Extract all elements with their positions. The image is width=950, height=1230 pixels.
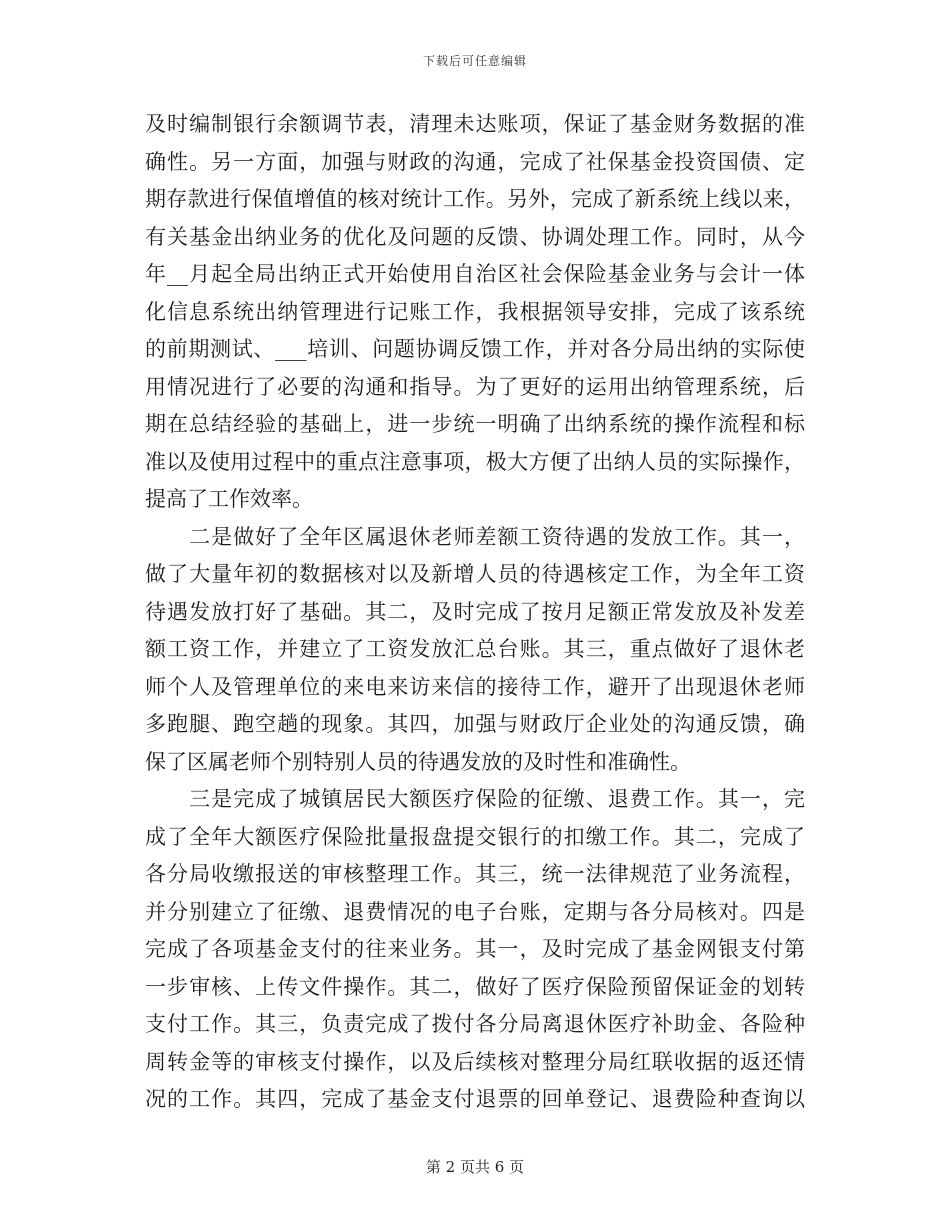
page-number-footer: 第 2 页共 6 页 <box>425 1158 525 1176</box>
text-line: 期在总结经验的基础上，进一步统一明确了出纳系统的操作流程和标 <box>145 412 805 436</box>
text-line: 做了大量年初的数据核对以及新增人员的待遇核定工作，为全年工资 <box>145 562 805 586</box>
text-line: 保了区属老师个别特别人员的待遇发放的及时性和准确性。 <box>145 749 691 774</box>
text-line: 用情况进行了必要的沟通和指导。为了更好的运用出纳管理系统，后 <box>145 374 805 399</box>
page-header: 下载后可任意编辑 <box>422 54 527 68</box>
text-line: 的前期测试、___培训、问题协调反馈工作，并对各分局出纳的实际使 <box>145 337 805 361</box>
text-line: 多跑腿、跑空趟的现象。其四，加强与财政厅企业处的沟通反馈，确 <box>145 712 805 736</box>
text-line: 提高了工作效率。 <box>145 487 313 511</box>
text-line: 况的工作。其四，完成了基金支付退票的回单登记、退费险种查询以 <box>145 1087 805 1111</box>
text-line: 额工资工作，并建立了工资发放汇总台账。其三，重点做好了退休老 <box>145 637 805 661</box>
text-line: 有关基金出纳业务的优化及问题的反馈、协调处理工作。同时，从今 <box>145 224 805 249</box>
text-line: 周转金等的审核支付操作，以及后续核对整理分局红联收据的返还情 <box>145 1049 805 1074</box>
text-line: 完成了各项基金支付的往来业务。其一，及时完成了基金网银支付第 <box>145 937 805 961</box>
text-line: 各分局收缴报送的审核整理工作。其三，统一法律规范了业务流程， <box>145 862 805 886</box>
text-line: 二是做好了全年区属退休老师差额工资待遇的发放工作。其一， <box>145 524 805 549</box>
text-line: 支付工作。其三，负责完成了拨付各分局离退休医疗补助金、各险种 <box>145 1012 805 1036</box>
text-line: 及时编制银行余额调节表，清理未达账项，保证了基金财务数据的准 <box>145 112 805 136</box>
text-line: 成了全年大额医疗保险批量报盘提交银行的扣缴工作。其二，完成了 <box>145 824 805 849</box>
text-line: 师个人及管理单位的来电来访来信的接待工作，避开了出现退休老师 <box>145 674 805 699</box>
text-line: 一步审核、上传文件操作。其二，做好了医疗保险预留保证金的划转 <box>145 974 805 999</box>
text-line: 化信息系统出纳管理进行记账工作，我根据领导安排，完成了该系统 <box>145 299 805 324</box>
text-line: 确性。另一方面，加强与财政的沟通，完成了社保基金投资国债、定 <box>145 149 805 174</box>
document-body <box>145 106 805 1119</box>
text-line: 年__月起全局出纳正式开始使用自治区社会保险基金业务与会计一体 <box>145 262 805 286</box>
text-line: 期存款进行保值增值的核对统计工作。另外，完成了新系统上线以来， <box>145 187 805 211</box>
text-line: 三是完成了城镇居民大额医疗保险的征缴、退费工作。其一，完 <box>145 787 805 811</box>
text-line: 并分别建立了征缴、退费情况的电子台账，定期与各分局核对。四是 <box>145 899 805 924</box>
text-line: 准以及使用过程中的重点注意事项，极大方便了出纳人员的实际操作， <box>145 449 805 474</box>
text-line: 待遇发放打好了基础。其二，及时完成了按月足额正常发放及补发差 <box>145 599 805 624</box>
